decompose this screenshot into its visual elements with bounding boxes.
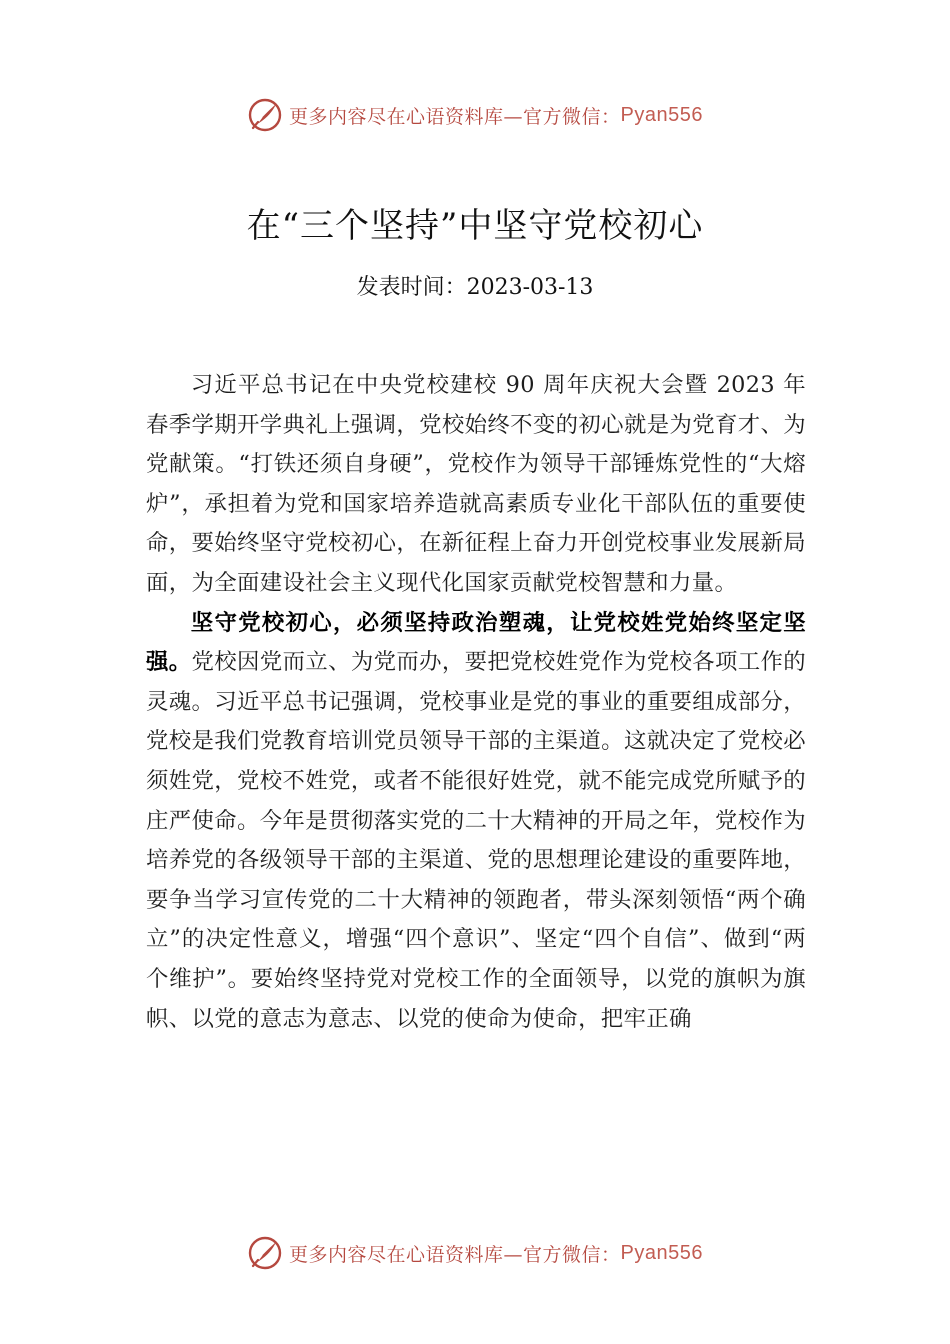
paragraph-political <box>146 604 806 1040</box>
paragraph-text: 党校因党而立、为党而办，要把党校姓党作为党校各项工作的灵魂。习近平总书记强调，党校事业是党的事业的重要组成部分，党校是我们党教育培训党员领导干部的主渠道。这就决定了党校必须姓党，党校不姓党，或者不能很好姓党，就不能完成党所赋予的庄严使命。今年是贯彻落实党的二十大精神的开局之年，党校作为培养党的各级领导干部的主渠道、党的思想理论建设的重要阵地，要争当学习宣传党的二十大精神的领跑者，带头深刻领悟“两个确立”的决定性意义，增强“四个意识”、坚定“四个自信”、做到“两个维护”。要始终坚持党对党校工作的全面领导，以党的旗帜为旗帜、以党的意志为意志、以党的使命为使命，把牢正确 <box>146 649 807 1032</box>
date-value: 2023-03-13 <box>466 275 594 300</box>
header-watermark-banner <box>0 95 950 135</box>
paragraph-intro <box>146 366 806 604</box>
quill-logo-icon <box>247 97 283 133</box>
publish-date <box>0 270 950 301</box>
footer-watermark-banner <box>0 1233 950 1273</box>
wechat-id: Pyan556 <box>620 1241 703 1264</box>
paragraph-lead: 坚守党校初心，必须坚持政治塑魂，让党校姓党始终坚定坚强。 <box>146 609 806 676</box>
article-title: 在“三个坚持”中坚守党校初心 <box>246 206 704 246</box>
quill-logo-icon <box>247 1235 283 1271</box>
wechat-id: Pyan556 <box>620 103 703 126</box>
paragraph-text: 习近平总书记在中央党校建校 90 周年庆祝大会暨 2023 年春季学期开学典礼上强调，党校始终不变的初心就是为党育才、为党献策。“打铁还须自身硬”，党校作为领导干部锤炼党性的“大熔炉”，承担着为党和国家培养造就高素质专业化干部队伍的重要使命，要始终坚守党校初心，在新征程上奋力开创党校事业发展新局面，为全面建设社会主义现代化国家贡献党校智慧和力量。 <box>146 372 806 596</box>
date-label: 发表时间： <box>356 275 467 300</box>
article-body <box>146 366 806 1039</box>
banner-text: 更多内容尽在心语资料库—官方微信： <box>289 1243 621 1266</box>
banner-text: 更多内容尽在心语资料库—官方微信： <box>289 105 621 128</box>
